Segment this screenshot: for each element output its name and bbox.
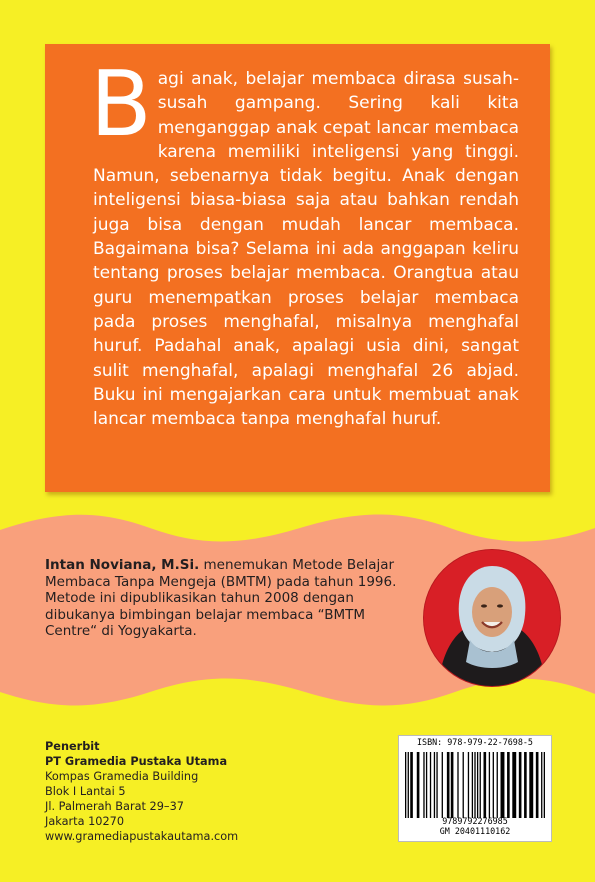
blurb-paragraph	[90, 52, 519, 431]
barcode-bar	[544, 752, 545, 818]
barcode-bar	[489, 752, 490, 818]
publisher-address-line: Jakarta 10270	[45, 815, 125, 828]
barcode-bar	[493, 752, 494, 818]
publisher-info	[45, 739, 305, 844]
barcode-bar	[477, 752, 478, 818]
isbn-label: ISBN: 978-979-22-7698-5	[417, 737, 533, 747]
barcode-bar	[436, 752, 437, 818]
barcode-bar	[434, 752, 435, 818]
publisher-address-line: Kompas Gramedia Building	[45, 770, 199, 783]
barcode-block	[398, 735, 552, 842]
barcode-bar	[519, 752, 522, 818]
barcode-bar	[536, 752, 539, 818]
barcode-bar	[507, 752, 510, 818]
author-name: Intan Noviana, M.Si.	[45, 557, 200, 573]
publisher-name: PT Gramedia Pustaka Utama	[45, 755, 228, 768]
barcode-bar	[474, 752, 475, 818]
barcode-bar	[417, 752, 420, 818]
author-photo-illustration	[424, 550, 560, 686]
author-bio-text: menemukan Metode Belajar Membaca Tanpa Mengeja (BMTM) pada tahun 1996. Metode ini dipublikasikan tahun 2008 dengan dibukanya bimbingan belajar membaca “BMTM Centre“ di Yogyakarta.	[45, 557, 397, 639]
barcode-bar	[480, 752, 481, 818]
barcode-bar	[410, 752, 413, 818]
author-bio	[45, 557, 420, 640]
barcode-bar	[430, 752, 431, 818]
barcode-bar	[541, 752, 542, 818]
publisher-address-line: Blok I Lantai 5	[45, 785, 126, 798]
drop-cap: B	[90, 52, 152, 157]
barcode-bar	[501, 752, 505, 818]
barcode-gm-code: GM 20401110162	[439, 826, 511, 836]
barcode-bar	[524, 752, 527, 818]
barcode-bar	[512, 752, 516, 818]
publisher-website: www.gramediapustakautama.com	[45, 830, 239, 843]
barcode-bar	[484, 752, 487, 818]
barcode-number: 9789792276985	[442, 816, 508, 826]
barcode-bar	[451, 752, 454, 818]
barcode-bar	[472, 752, 473, 818]
blurb-body: agi anak, belajar membaca dirasa susah-susah gampang. Sering kali kita menganggap anak cepat lancar membaca karena memiliki inteligensi yang tinggi. Namun, sebenarnya tidak begitu. Anak dengan inteligensi biasa-biasa saja atau bahkan rendah juga bisa dengan mudah lancar membaca. Bagaimana bisa? Selama ini ada anggapan keliru tentang proses belajar membaca. Orangtua atau guru menempatkan proses belajar membaca pada proses menghafal, misalnya menghafal huruf. Padahal anak, apalagi usia dini, sangat sulit menghafal, apalagi menghafal 26 abjad. Buku ini mengajarkan cara untuk membuat anak lancar membaca tanpa menghafal huruf.	[93, 69, 519, 430]
barcode-bars	[403, 749, 547, 821]
barcode-bar	[463, 752, 464, 818]
author-portrait	[424, 550, 560, 686]
barcode-bar	[529, 752, 533, 818]
barcode-bar	[405, 752, 406, 818]
barcode-bar	[408, 752, 409, 818]
publisher-label: Penerbit	[45, 740, 100, 753]
barcode-bar	[468, 752, 469, 818]
barcode-bar	[447, 752, 450, 818]
barcode-bar	[457, 752, 458, 818]
blurb-box	[45, 44, 550, 492]
barcode-bar	[497, 752, 498, 818]
barcode-bar	[426, 752, 427, 818]
barcode-bar	[423, 752, 424, 818]
publisher-address-line: Jl. Palmerah Barat 29–37	[45, 800, 184, 813]
barcode-bar	[442, 752, 443, 818]
